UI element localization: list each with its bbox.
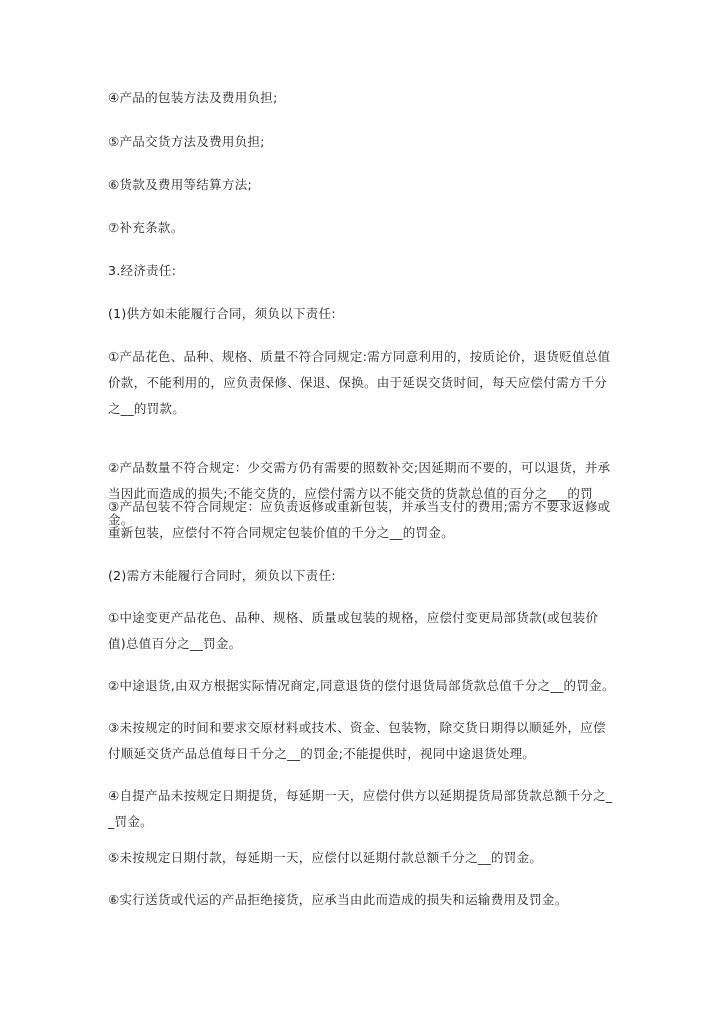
clause-delivery-cost: ⑤产品交货方法及费用负担; <box>108 134 265 149</box>
clause-supplementary: ⑦补充条款。 <box>108 220 184 235</box>
supplier-clause-quality: ①产品花色、品种、规格、质量不符合同规定:需方同意利用的，按质论价，退货贬值总值价款，不能利用的，应负责保修、保退、保换。由于延误交货时间，每天应偿付需方千分之__的罚款。 <box>108 349 611 416</box>
buyer-clause-change-spec: ①中途变更产品花色、品种、规格、质量或包装的规格，应偿付变更局部货款(或包装价值)总值百分之__罚金。 <box>108 610 599 651</box>
buyer-clause-materials: ③未按规定的时间和要求交原材料或技术、资金、包装物，除交货日期得以顺延外，应偿付顺延交货产品总值每日千分之__的罚金;不能提供时，视同中途退货处理。 <box>108 720 606 761</box>
supplier-clause-quantity: ②产品数量不符合规定：少交需方仍有需要的照数补交;因延期而不要的，可以退货，并承当因此而造成的损失;不能交货的，应偿付需方以不能交货的货款总值的百分之___的罚金。 <box>108 460 611 527</box>
supplier-clause-packaging: ③产品包装不符合同规定：应负责返修或重新包装，并承当支付的费用;需方不要求返修或重新包装，应偿付不符合同规定包装价值的千分之__的罚金。 <box>108 499 611 540</box>
clause-packaging-cost: ④产品的包装方法及费用负担; <box>108 90 278 105</box>
buyer-clause-pickup: ④自提产品未按规定日期提货，每延期一天，应偿付供方以延期提货局部货款总额千分之__罚金。 <box>108 788 613 829</box>
subsection-supplier-liability: (1)供方如未能履行合同，须负以下责任: <box>108 306 336 321</box>
buyer-clause-payment: ⑤未按规定日期付款，每延期一天，应偿付以延期付款总额千分之__的罚金。 <box>108 850 543 865</box>
subsection-buyer-liability: (2)需方未能履行合同时，须负以下责任: <box>108 568 336 583</box>
buyer-clause-refuse-delivery: ⑥实行送货或代运的产品拒绝接货，应承当由此而造成的损失和运输费用及罚金。 <box>108 892 568 907</box>
buyer-clause-return: ②中途退货,由双方根据实际情况商定,同意退货的偿付退货局部货款总值千分之__的罚金。 <box>108 678 615 693</box>
clause-settlement-method: ⑥货款及费用等结算方法; <box>108 177 253 192</box>
section-heading-economic-liability: 3.经济责任: <box>108 263 177 278</box>
